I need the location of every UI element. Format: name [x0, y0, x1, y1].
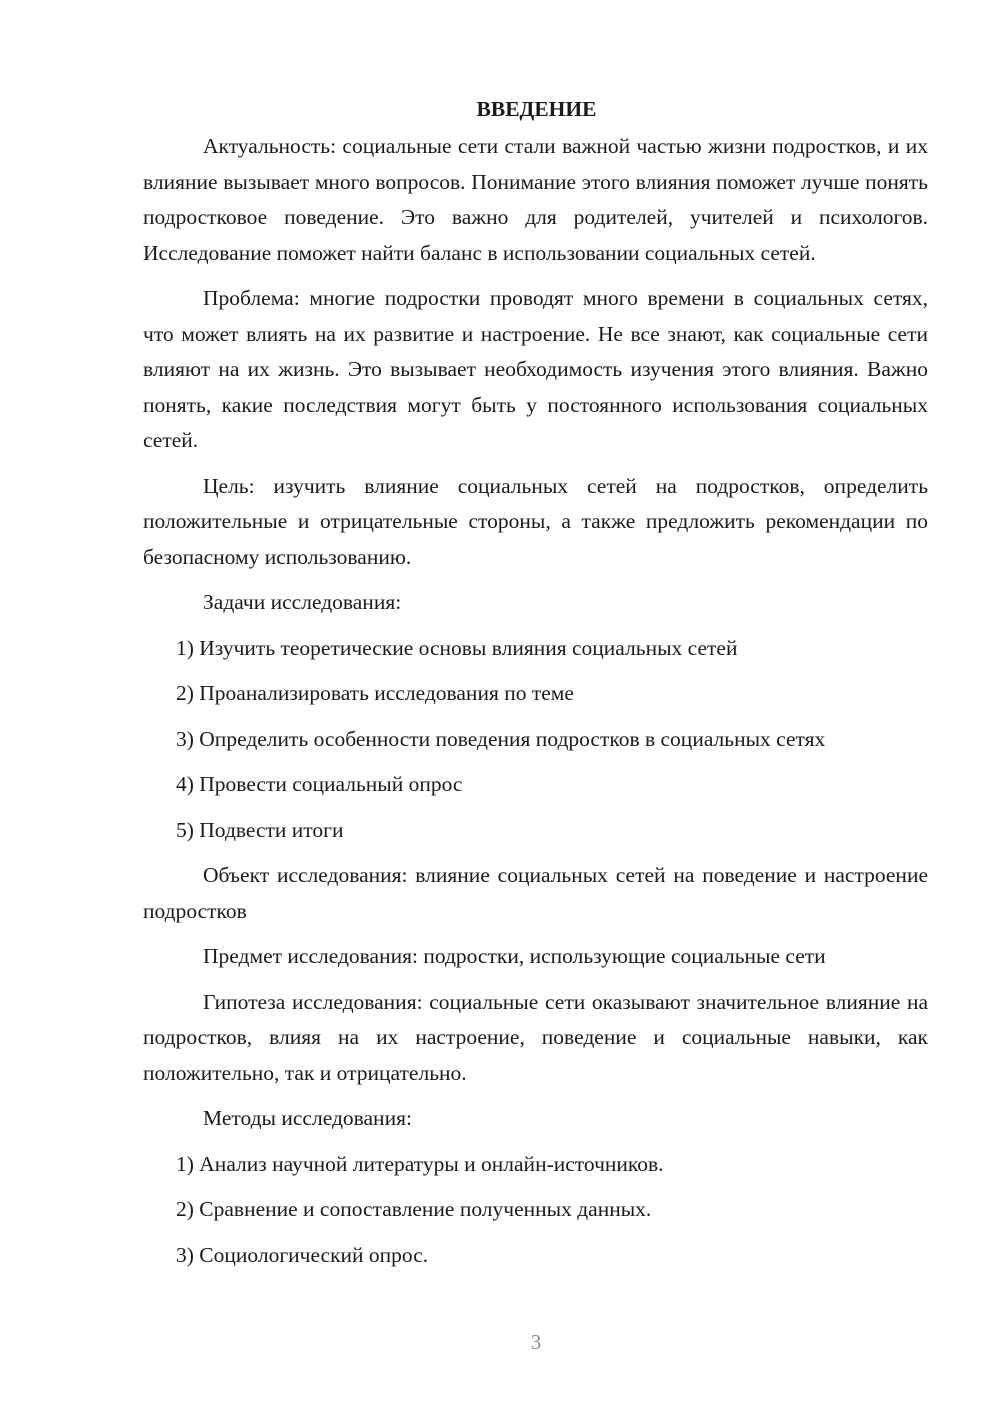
- method-item: 2) Сравнение и сопоставление полученных данных.: [176, 1197, 652, 1221]
- task-item: 2) Проанализировать исследования по теме: [176, 681, 574, 705]
- task-item: 4) Провести социальный опрос: [176, 772, 463, 796]
- subject-paragraph: Предмет исследования: подростки, использующие социальные сети: [203, 944, 826, 968]
- method-item: 1) Анализ научной литературы и онлайн-источников.: [176, 1151, 664, 1176]
- tasks-label: Задачи исследования:: [203, 590, 402, 614]
- relevance-paragraph: Актуальность: социальные сети стали важной частью жизни подростков, и их влияние вызывает много вопросов. Понимание этого влияния поможет лучше понять подростковое поведение. Это важно для родителей, учителей и психологов. Исследование поможет найти баланс в использовании социальных сетей.: [143, 134, 928, 265]
- method-item: 3) Социологический опрос.: [176, 1242, 429, 1267]
- task-item: 3) Определить особенности поведения подростков в социальных сетях: [176, 726, 826, 751]
- tasks-list: [143, 631, 928, 849]
- hypothesis-paragraph: Гипотеза исследования: социальные сети оказывают значительное влияние на подростков, влияя на их настроение, поведение и социальные навыки, как положительно, так и отрицательно.: [143, 989, 928, 1085]
- task-item: 5) Подвести итоги: [176, 817, 344, 842]
- task-item: 1) Изучить теоретические основы влияния социальных сетей: [176, 635, 738, 660]
- problem-paragraph: Проблема: многие подростки проводят много времени в социальных сетях, что может влиять на их развитие и настроение. Не все знают, как социальные сети влияют на их жизнь. Это вызывает необходимость изучения этого влияния. Важно понять, какие последствия могут быть у постоянного использования социальных сетей.: [143, 286, 928, 452]
- goal-paragraph: Цель: изучить влияние социальных сетей на подростков, определить положительные и отрицательные стороны, а также предложить рекомендации по безопасному использованию.: [143, 473, 928, 569]
- document-page: [143, 92, 928, 1283]
- methods-label: Методы исследования:: [203, 1106, 412, 1130]
- page-title: ВВЕДЕНИЕ: [476, 97, 597, 121]
- page-number: 3: [530, 1330, 542, 1354]
- object-paragraph: Объект исследования: влияние социальных сетей на поведение и настроение подростков: [143, 863, 928, 923]
- methods-list: [143, 1147, 928, 1274]
